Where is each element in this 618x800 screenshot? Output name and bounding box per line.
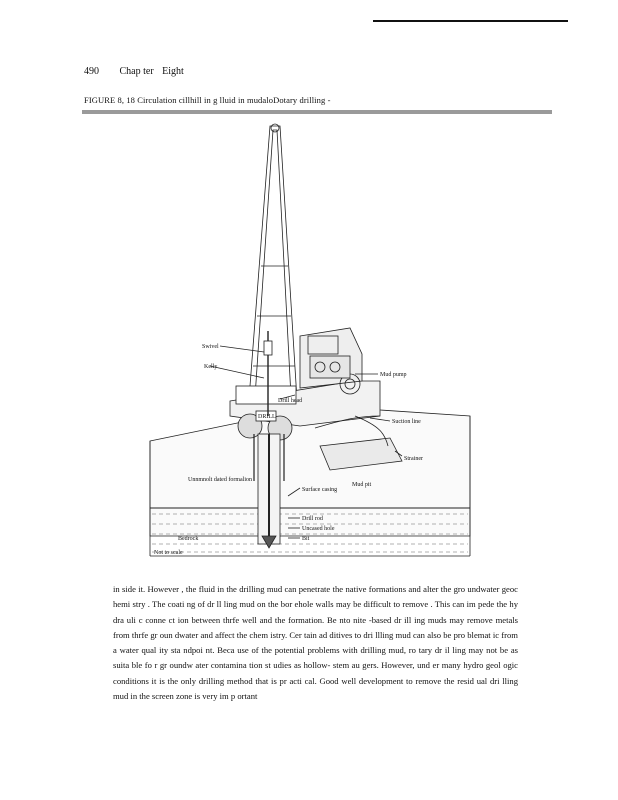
figure-rotary-drilling bbox=[140, 116, 490, 572]
chapter-label: Chap ter bbox=[119, 66, 154, 77]
body-text bbox=[113, 582, 518, 704]
label-drill-rod: Drill rod bbox=[302, 516, 323, 522]
chapter-title: Eight bbox=[162, 66, 184, 77]
caption-rule bbox=[82, 110, 552, 114]
running-head bbox=[84, 66, 184, 77]
body-paragraph: in side it. However , the fluid in the drilling mud can penetrate the native formations and alter the gro undwater geoc hemi stry . The coati ng of dr ll ling mud on the bor ehole walls may be difficult to remove . This can im pede the hy dra uli c conne ct ion between thrfe well and the formation. Be nto nite -based dr ill ing muds may remove metals from thrfe gr oun dwater and affect the chem istry. Cer tain ad ditives to dri llling mud can also be pro blemat ic from a water qual ity sta ndpoi nt. Beca use of the potential problems with drilling mud, ro tary dr il ling may not be as suita ble fo r gr oundw ater contamina tion st udies as hollow- stem au gers. However, und er many hydro geol ogic conditions it is the only drilling method that is pr acti cal. Good well development to remove the resid ual dri lling mud in the screen zone is very im p ortant bbox=[113, 584, 518, 702]
label-swivel: Swivel bbox=[202, 344, 219, 350]
label-not-to-scale: Not to scale bbox=[154, 550, 183, 556]
figure-caption: FIGURE 8, 18 Circulation cillhill in g lluid in mudaloDotary drilling - bbox=[84, 95, 331, 105]
label-mud-pit: Mud pit bbox=[352, 482, 372, 488]
label-drill-tag: DRILL bbox=[258, 414, 276, 420]
top-rule bbox=[373, 20, 568, 22]
label-unconsolidated-formation: Unnmnolt dated formalion bbox=[188, 477, 252, 483]
label-drill-head: Drill head bbox=[278, 398, 303, 404]
label-bit: Bit bbox=[302, 536, 310, 542]
label-suction-line: Suction line bbox=[392, 419, 421, 425]
label-strainer: Strainer bbox=[404, 456, 423, 462]
label-mud-pump: Mud pump bbox=[380, 372, 407, 378]
drilling-rig-illustration bbox=[140, 116, 490, 572]
label-kelly: Kelly bbox=[204, 364, 218, 370]
label-uncased-hole: Uncased hole bbox=[302, 526, 335, 532]
label-surface-casing: Surface casing bbox=[302, 487, 338, 493]
page-number: 490 bbox=[84, 66, 99, 77]
label-bedrock: Bedrock bbox=[178, 536, 199, 542]
